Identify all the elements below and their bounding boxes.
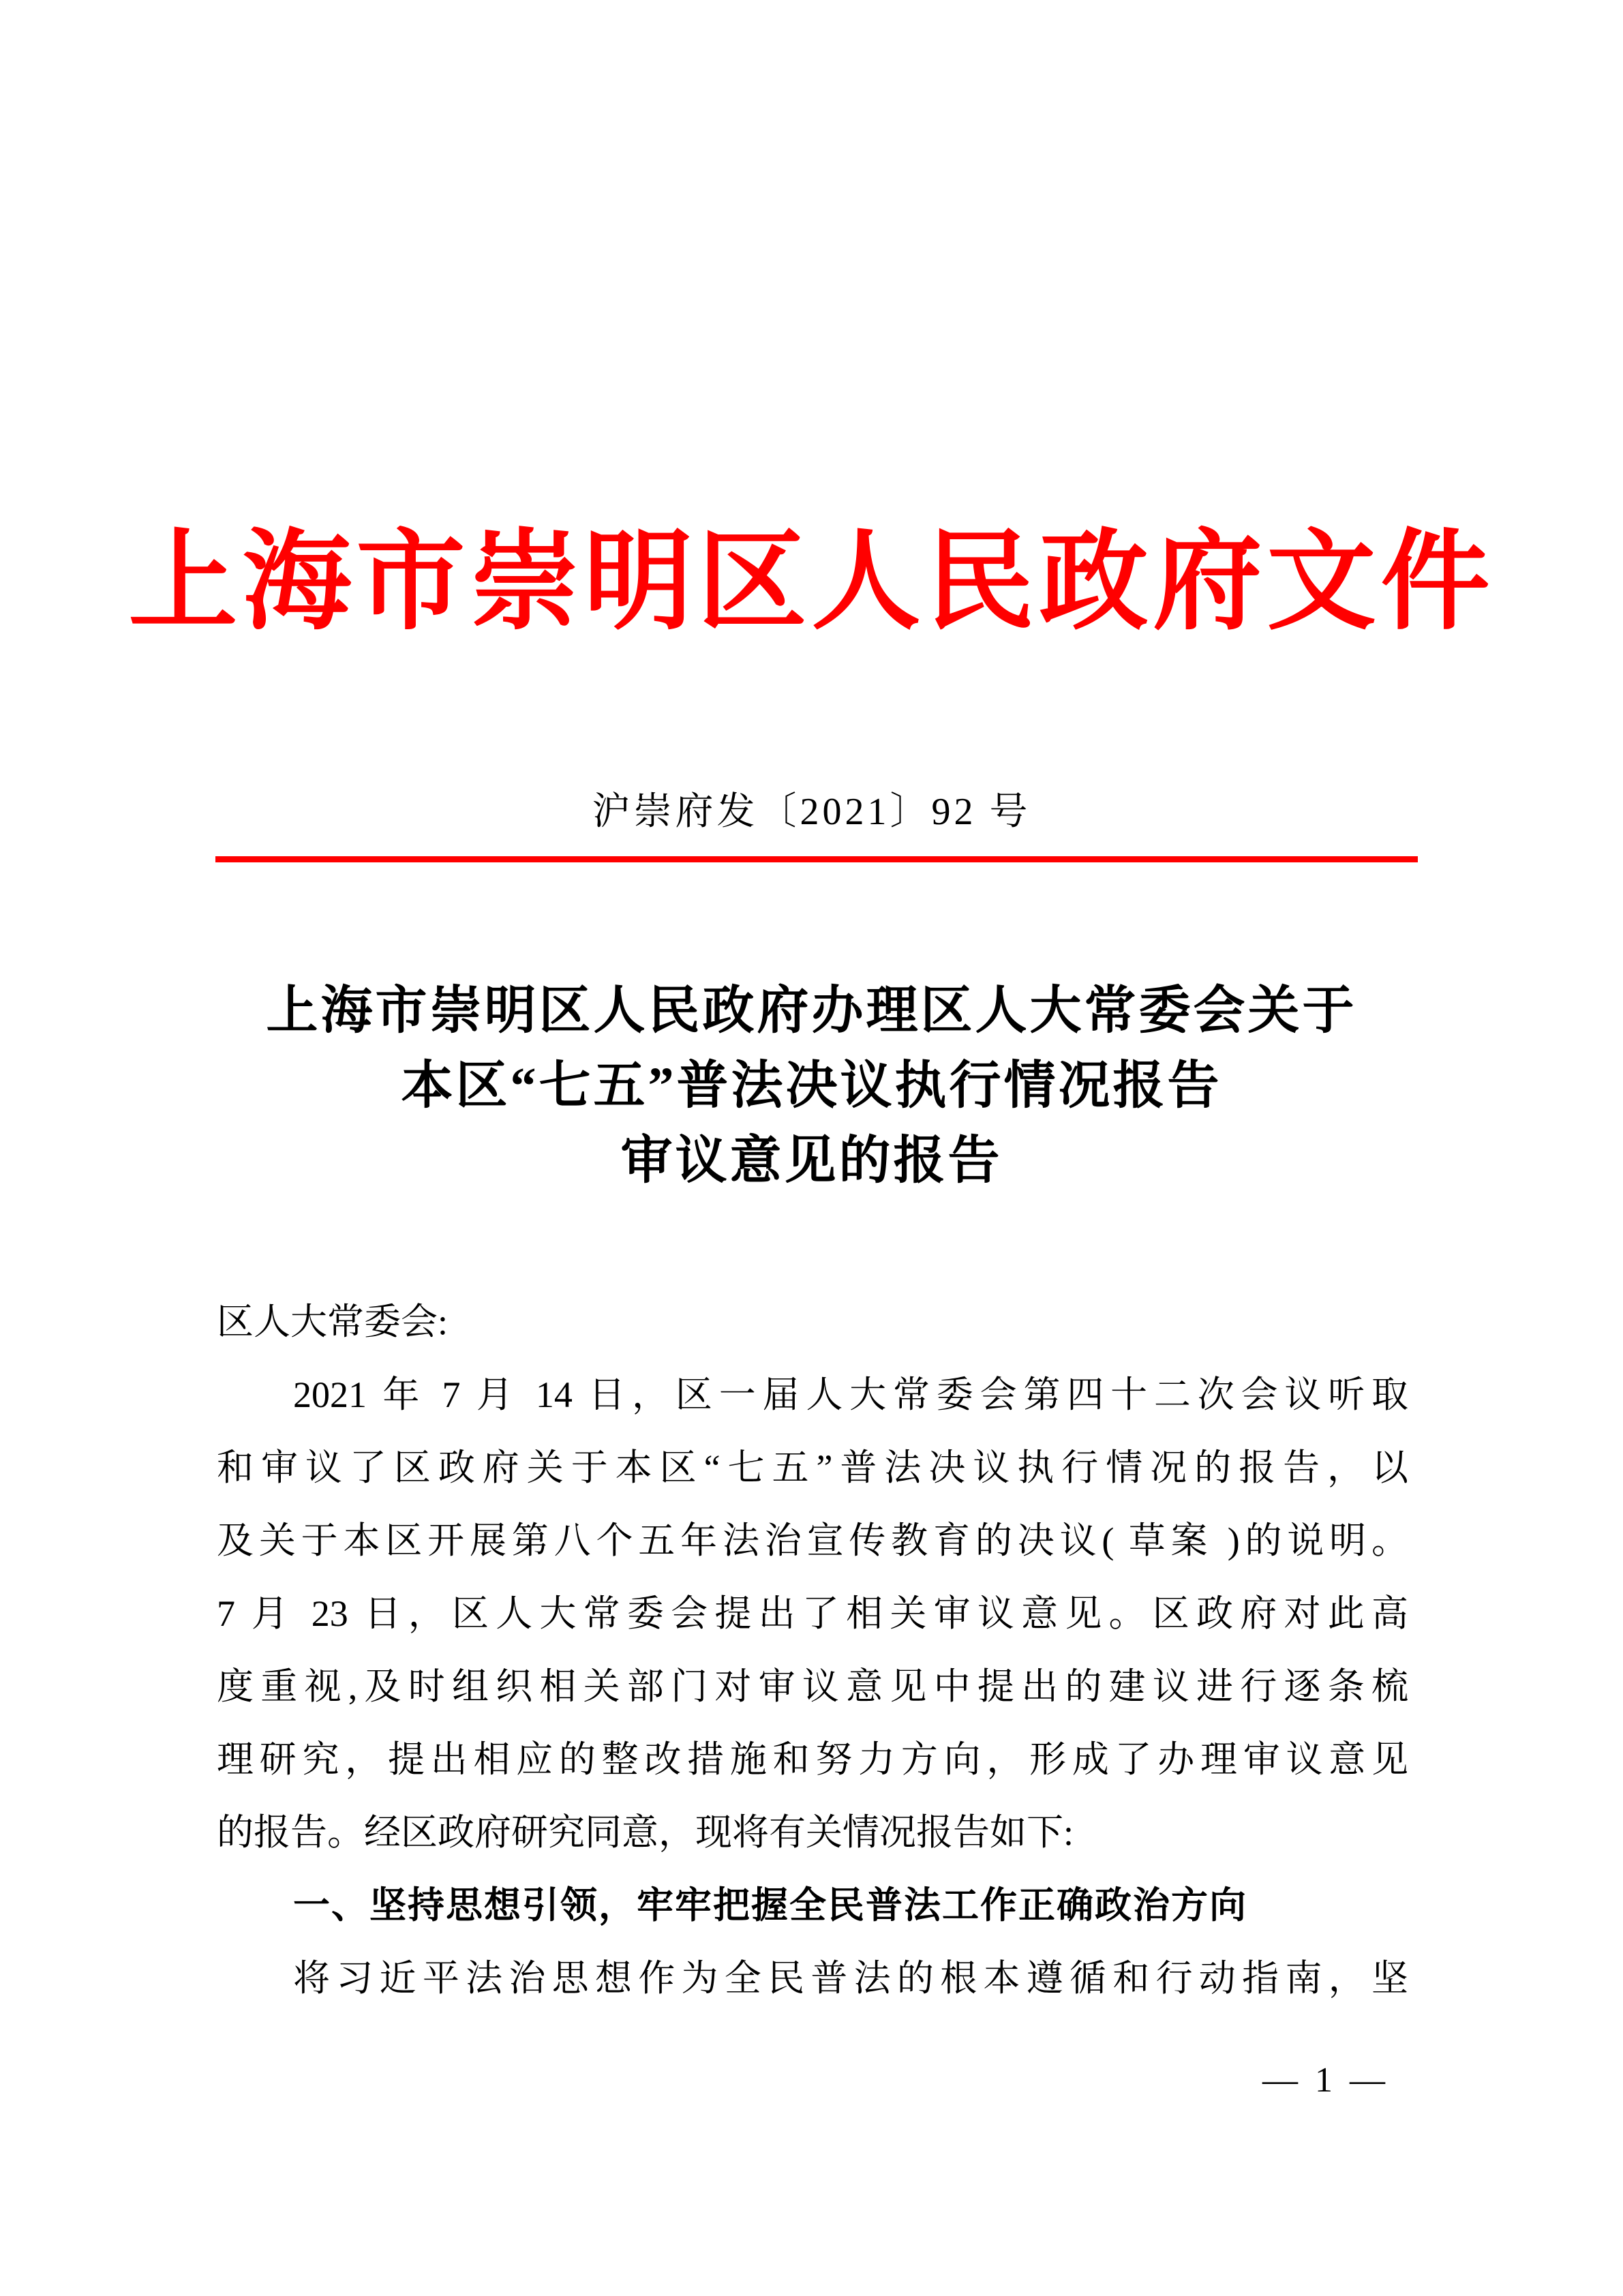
section-heading-line: 一、坚持思想引领，牢牢把握全民普法工作正确政治方向 <box>293 1885 1247 1926</box>
body-line: 7 月 23 日，区人大常委会提出了相关审议意见。区政府对此高 <box>217 1593 1408 1634</box>
document-title-line-1: 上海市崇明区人民政府办理区人大常委会关于 <box>266 982 1357 1040</box>
body-line: 2021 年 7 月 14 日，区一届人大常委会第四十二次会议听取 <box>293 1374 1408 1415</box>
document-number: 沪崇府发〔2021〕92 号 <box>592 791 1031 833</box>
page-footer <box>217 2060 1408 2100</box>
body-line: 度重视,及时组织相关部门对审议意见中提出的建议进行逐条梳 <box>217 1666 1408 1707</box>
salutation-line: 区人大常委会: <box>217 1301 449 1342</box>
page-number: — 1 — <box>1262 2061 1389 2100</box>
red-divider-line <box>215 856 1418 862</box>
body-line: 的报告。经区政府研究同意，现将有关情况报告如下: <box>217 1812 1074 1853</box>
body-line: 将习近平法治思想作为全民普法的根本遵循和行动指南，坚 <box>293 1958 1408 1999</box>
document-title-line-3: 审议意见的报告 <box>620 1132 1003 1190</box>
body-line: 及关于本区开展第八个五年法治宣传教育的决议( 草案 )的说明。 <box>217 1520 1408 1561</box>
body-line: 理研究，提出相应的整改措施和努力方向，形成了办理审议意见 <box>217 1739 1408 1780</box>
body-line: 和审议了区政府关于本区“七五”普法决议执行情况的报告，以 <box>217 1447 1408 1488</box>
document-title <box>0 973 1623 1198</box>
document-title-line-2: 本区“七五”普法决议执行情况报告 <box>401 1057 1222 1115</box>
document-body <box>217 1286 1408 2015</box>
document-banner-title: 上海市崇明区人民政府文件 <box>128 522 1495 643</box>
